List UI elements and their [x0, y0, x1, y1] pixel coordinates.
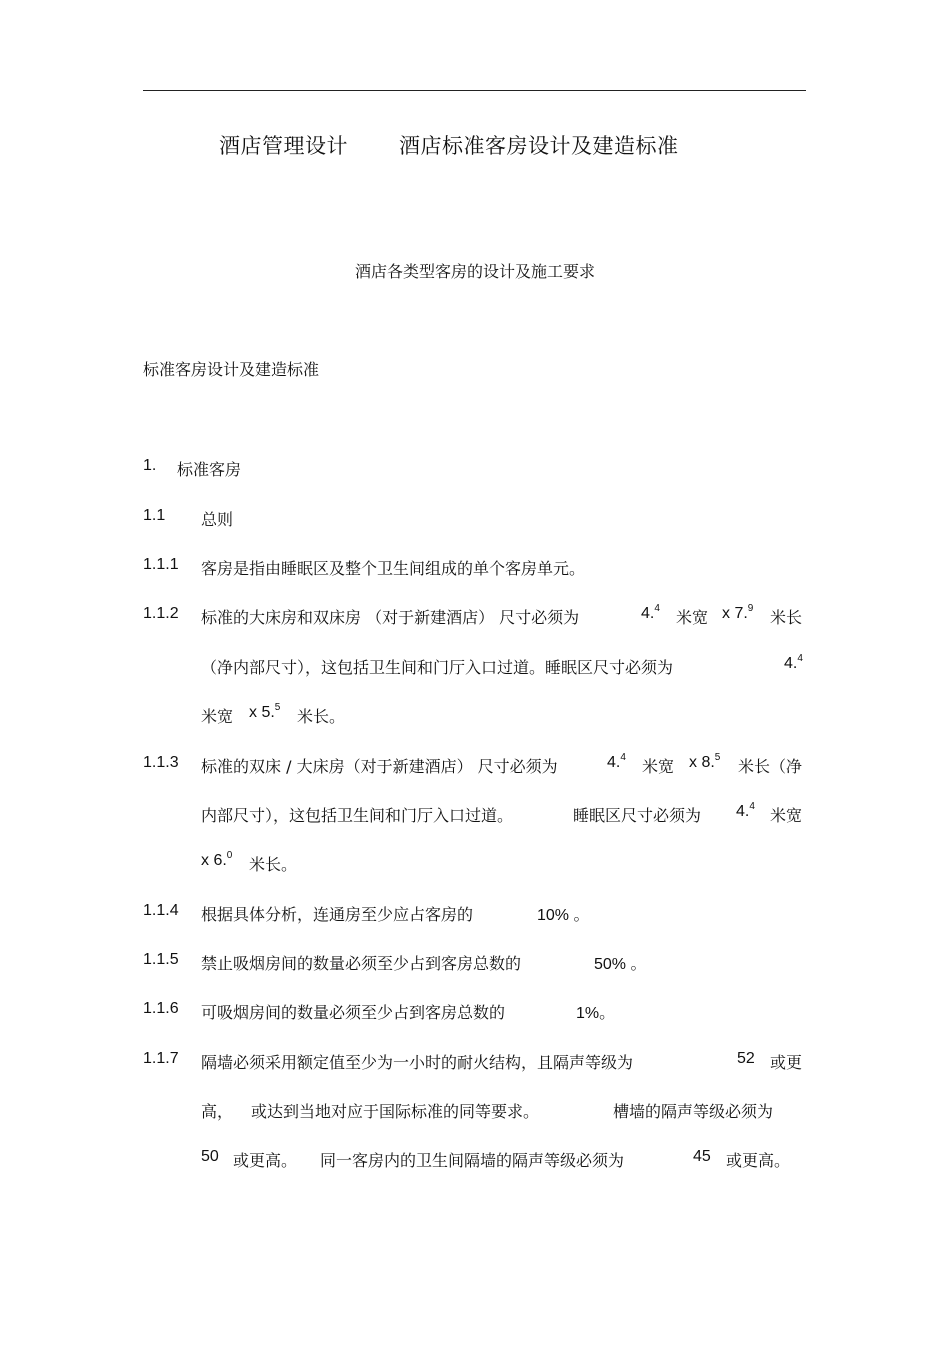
clause-1-1-7-line1-text: 隔墙必须采用额定值至少为一小时的耐火结构，且隔声等级为 — [201, 1053, 634, 1072]
section-1-1-text: 总则 — [201, 510, 234, 529]
clause-1-1-3-sleep-width: 4.$^4$ — [736, 801, 755, 820]
clause-1-1-3-length: x 8.$^5$ — [689, 752, 721, 771]
clause-1-1-7-rating-52: 52 — [737, 1050, 755, 1067]
clause-1-1-7-line2-slot: 槽墙的隔声等级必须为 — [613, 1102, 774, 1121]
clause-1-1-2-length-unit: 米长 — [770, 608, 803, 627]
clause-1-1-2-sleep-width: 4.$^4$ — [784, 653, 803, 672]
clause-1-1-1-text: 客房是指由睡眠区及整个卫生间组成的单个客房单元。 — [201, 559, 586, 578]
clause-1-1-5-value: 50% 。 — [594, 956, 647, 973]
clause-1-1-2-line1-text: 标准的大床房和双床房 （对于新建酒店） 尺寸必须为 — [201, 608, 580, 627]
clause-1-1-3-number: 1.1.3 — [143, 754, 179, 771]
clause-1-1-2-length: x 7.$^9$ — [722, 603, 754, 622]
clause-1-1-7-line3-higher: 或更高。 — [233, 1151, 298, 1170]
clause-1-1-4-text: 根据具体分析，连通房至少应占客房的 — [201, 905, 474, 924]
clause-1-1-3-width: 4.$^4$ — [607, 752, 626, 771]
clause-1-1-6-number: 1.1.6 — [143, 1000, 179, 1017]
clause-1-1-7-line3-end: 或更高。 — [726, 1151, 791, 1170]
clause-1-1-7-number: 1.1.7 — [143, 1050, 179, 1067]
clause-1-1-2-number: 1.1.2 — [143, 605, 179, 622]
clause-1-1-7-line1-end: 或更 — [770, 1053, 803, 1072]
clause-1-1-2-line3-end: 米长。 — [297, 707, 346, 726]
clause-1-1-4-number: 1.1.4 — [143, 902, 179, 919]
title-left: 酒店管理设计 — [219, 134, 348, 158]
clause-1-1-7-rating-50: 50 — [201, 1148, 219, 1165]
clause-1-1-2-width: 4.$^4$ — [641, 603, 660, 622]
clause-1-1-6-text: 可吸烟房间的数量必须至少占到客房总数的 — [201, 1003, 506, 1022]
clause-1-1-3-line1-text: 标准的双床 / 大床房（对于新建酒店） 尺寸必须为 — [201, 757, 558, 776]
clause-1-1-3-line2-sleep: 睡眠区尺寸必须为 — [573, 806, 702, 825]
clause-1-1-3-line3-end: 米长。 — [249, 855, 298, 874]
section-1-1-number: 1.1 — [143, 507, 166, 524]
clause-1-1-7-line2-text: 或达到当地对应于国际标准的同等要求。 — [251, 1102, 540, 1121]
clause-1-1-7-rating-45: 45 — [693, 1148, 711, 1165]
clause-1-1-1-number: 1.1.1 — [143, 556, 179, 573]
clause-1-1-2-line2-text: （净内部尺寸），这包括卫生间和门厅入口过道。睡眠区尺寸必须为 — [201, 658, 674, 677]
clause-1-1-3-width-unit: 米宽 — [642, 757, 675, 776]
clause-1-1-6-value: 1%。 — [576, 1005, 616, 1022]
clause-1-1-4-value: 10% 。 — [537, 907, 590, 924]
section-1-number: 1. — [143, 457, 157, 474]
clause-1-1-2-sleep-length: x 5.$^5$ — [249, 702, 281, 721]
clause-1-1-7-line3-text: 同一客房内的卫生间隔墙的隔声等级必须为 — [320, 1151, 625, 1170]
header-rule — [143, 90, 806, 91]
section-1-text: 标准客房 — [177, 460, 242, 479]
clause-1-1-3-line1-end: 米长（净 — [738, 757, 803, 776]
clause-1-1-5-number: 1.1.5 — [143, 951, 179, 968]
clause-1-1-3-line2-text: 内部尺寸），这包括卫生间和门厅入口过道。 — [201, 806, 514, 825]
clause-1-1-3-sleep-width-unit: 米宽 — [770, 806, 803, 825]
document-subtitle: 酒店各类型客房的设计及施工要求 — [354, 262, 595, 281]
title-right: 酒店标准客房设计及建造标准 — [399, 134, 679, 158]
clause-1-1-3-sleep-length: x 6.$^0$ — [201, 850, 233, 869]
clause-1-1-2-width-unit: 米宽 — [676, 608, 709, 627]
clause-1-1-2-line3-unit: 米宽 — [201, 707, 234, 726]
clause-1-1-5-text: 禁止吸烟房间的数量必须至少占到客房总数的 — [201, 954, 522, 973]
section-heading: 标准客房设计及建造标准 — [143, 360, 320, 379]
clause-1-1-7-line2-start: 高， — [201, 1102, 234, 1121]
